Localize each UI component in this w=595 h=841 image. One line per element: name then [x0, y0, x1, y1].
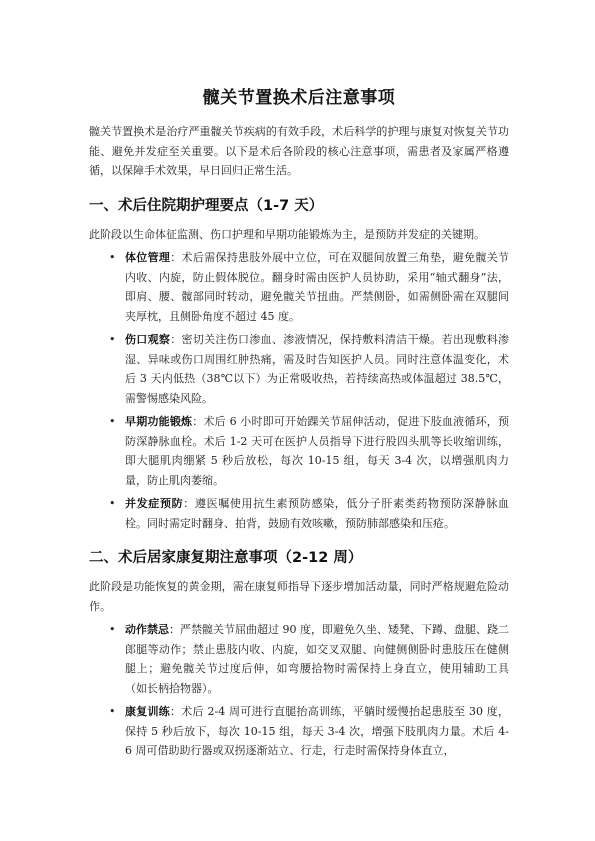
item-label: 早期功能锻炼 [125, 415, 193, 428]
section-heading-2: 二、术后居家康复期注意事项（2-12 周） [89, 550, 363, 566]
item-label: 动作禁忌 [125, 623, 169, 636]
bullet-icon: • [109, 623, 116, 636]
item-label: 并发症预防 [125, 497, 184, 510]
list-item [109, 620, 509, 698]
bullet-icon: • [109, 497, 116, 510]
list-item [109, 412, 509, 490]
section-list-1 [89, 248, 509, 533]
list-item [109, 248, 509, 326]
item-text: ：严禁髋关节屈曲超过 90 度，即避免久坐、矮凳、下蹲、盘腿、跷二郎腿等动作；禁止患肢内收、内旋，如交叉双腿、向健侧侧卧时患肢压在健侧腿上；避免髋关节过度后伸，如弯腰拾物时需保持上身直立，使用辅助工具（如长柄拾物器）。 [125, 623, 509, 695]
item-label: 伤口观察 [125, 333, 171, 346]
list-item [109, 494, 509, 533]
intro-paragraph: 髋关节置换术是治疗严重髋关节疾病的有效手段，术后科学的护理与康复对恢复关节功能、避免并发症至关重要。以下是术后各阶段的核心注意事项，需患者及家属严格遵循，以保障手术效果，早日回归正常生活。 [89, 125, 509, 177]
item-label: 体位管理 [125, 251, 171, 264]
item-text: ：术后 6 小时即可开始踝关节屈伸活动，促进下肢血液循环，预防深静脉血栓。术后 1-2 天可在医护人员指导下进行股四头肌等长收缩训练，即大腿肌肉绷紧 5 秒后放松，每次 10-15 组，每天 3-4 次，以增强肌肉力量，防止肌肉萎缩。 [125, 415, 510, 487]
list-item [109, 702, 509, 761]
item-text: ：术后 2-4 周可进行直腿抬高训练，平躺时缓慢抬起患肢至 30 度，保持 5 秒后放下，每次 10-15 组，每天 3-4 次，增强下肢肌肉力量。术后 4-6 周可借助助行器或双拐逐渐站立、行走，行走时需保持身体直立， [125, 705, 510, 757]
section-intro-1: 此阶段以生命体征监测、伤口护理和早期功能锻炼为主，是预防并发症的关键期。 [89, 227, 485, 241]
section-heading-1: 一、术后住院期护理要点（1-7 天） [89, 197, 324, 214]
bullet-icon: • [109, 705, 116, 718]
bullet-icon: • [109, 415, 116, 428]
bullet-icon: • [109, 333, 116, 346]
item-text: ：术后需保持患肢外展中立位，可在双腿间放置三角垫，避免髋关节内收、内旋，防止假体脱位。翻身时需由医护人员协助，采用“轴式翻身”法，即肩、腰、髋部同时转动，避免髋关节扭曲。严禁侧卧，如需侧卧需在双腿间夹厚枕，且侧卧角度不超过 45 度。 [125, 251, 510, 323]
list-item [109, 330, 509, 408]
item-text: ：遵医嘱使用抗生素预防感染，低分子肝素类药物预防深静脉血栓。同时需定时翻身、拍背，鼓励有效咳嗽，预防肺部感染和压疮。 [125, 497, 509, 530]
section-list-2 [89, 620, 509, 761]
item-label: 康复训练 [125, 705, 171, 718]
bullet-icon: • [109, 251, 116, 264]
item-text: ：密切关注伤口渗血、渗液情况，保持敷料清洁干燥。若出现敷料渗湿、异味或伤口周围红肿热痛，需及时告知医护人员。同时注意体温变化，术后 3 天内低热（38℃以下）为正常吸收热，若持续高热或体温超过 38.5℃，需警惕感染风险。 [125, 333, 510, 405]
document-title: 髋关节置换术后注意事项 [202, 88, 396, 108]
section-intro-2: 此阶段是功能恢复的黄金期，需在康复师指导下逐步增加活动量，同时严格规避危险动作。 [89, 580, 509, 613]
